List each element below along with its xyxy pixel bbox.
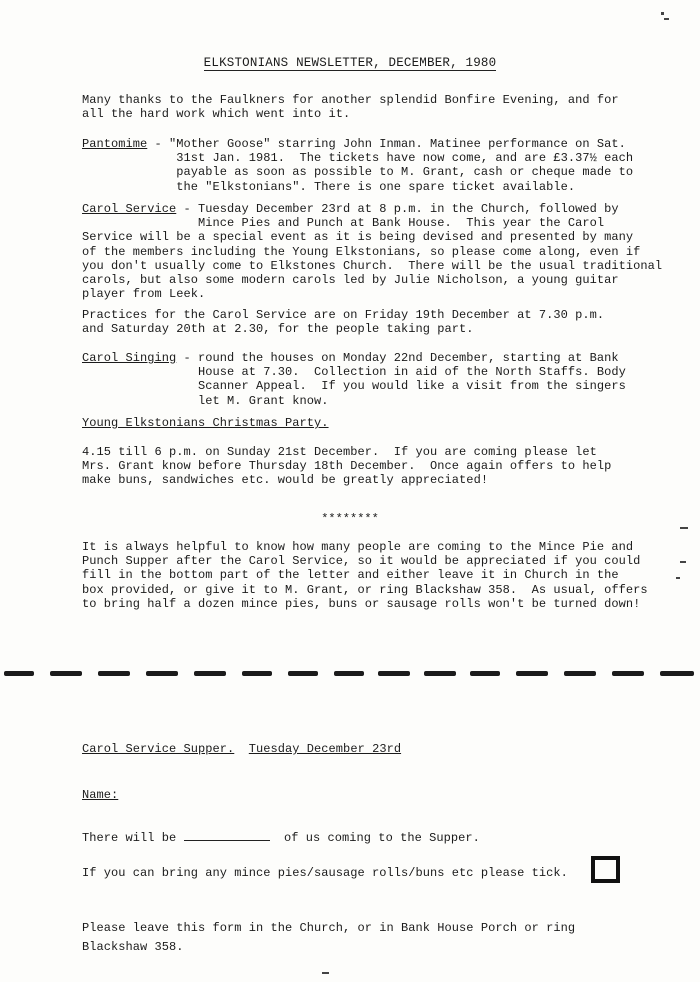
form-tick-line: If you can bring any mince pies/sausage rolls/buns etc please tick. bbox=[82, 866, 568, 880]
dash bbox=[378, 671, 410, 676]
dash bbox=[50, 671, 82, 676]
scan-speck bbox=[664, 18, 669, 20]
dash bbox=[612, 671, 644, 676]
separator-stars: ******** bbox=[321, 512, 379, 526]
tick-box[interactable] bbox=[591, 856, 620, 883]
scan-speck bbox=[676, 577, 680, 579]
carol-singing-label: Carol Singing bbox=[82, 351, 177, 365]
newsletter-title: ELKSTONIANS NEWSLETTER, DECEMBER, 1980 bbox=[203, 56, 497, 70]
dash bbox=[242, 671, 272, 676]
scan-speck bbox=[322, 972, 329, 974]
count-blank-field[interactable] bbox=[184, 829, 270, 841]
form-heading: Carol Service Supper. Tuesday December 23rd bbox=[82, 742, 402, 756]
dash bbox=[98, 671, 130, 676]
dash bbox=[194, 671, 226, 676]
scan-speck bbox=[680, 527, 688, 529]
dash bbox=[564, 671, 596, 676]
form-leave-instructions: Please leave this form in the Church, or in Bank House Porch or ring Blackshaw 358. bbox=[82, 921, 576, 954]
dash bbox=[288, 671, 318, 676]
party-heading: Young Elkstonians Christmas Party. bbox=[82, 416, 329, 430]
scan-speck bbox=[661, 12, 664, 15]
practices-paragraph: Practices for the Carol Service are on Friday 19th December at 7.30 p.m. and Saturday 20th at 2.30, for the people taking part. bbox=[82, 308, 605, 337]
carol-service-section: Carol Service - Tuesday December 23rd at 8 p.m. in the Church, followed by Mince Pies and Punch at Bank House. This year the Carol Service will be a special event as it is being devised and presented by many of the members including the Young Elkstonians, so please come along, even if you don't usually come to Elkstones Church. There will be the usual traditional carols, but also some modern carols led by Julie Nicholson, a young guitar player from Leek. bbox=[82, 202, 663, 302]
dash bbox=[334, 671, 364, 676]
carol-service-label: Carol Service bbox=[82, 202, 177, 216]
dash bbox=[516, 671, 548, 676]
dash bbox=[424, 671, 456, 676]
scan-speck bbox=[680, 561, 686, 563]
supper-note-paragraph: It is always helpful to know how many people are coming to the Mince Pie and Punch Supper after the Carol Service, so it would be appreciated if you could fill in the bottom part of the letter and either leave it in Church in the box provided, or give it to M. Grant, or ring Blackshaw 358. As usual, offers to bring half a dozen mince pies, buns or sausage rolls won't be turned down! bbox=[82, 540, 648, 611]
party-paragraph: 4.15 till 6 p.m. on Sunday 21st December. If you are coming please let Mrs. Grant know before Thursday 18th December. Once again offers to help make buns, sandwiches etc. would be greatly appreciated! bbox=[82, 445, 612, 488]
carol-singing-section: Carol Singing - round the houses on Monday 22nd December, starting at Bank House at 7.30. Collection in aid of the North Staffs. Body Scanner Appeal. If you would like a visit from the singers let M. Grant know. bbox=[82, 351, 626, 408]
dash bbox=[660, 671, 694, 676]
intro-paragraph: Many thanks to the Faulkners for another splendid Bonfire Evening, and for all the hard work which went into it. bbox=[82, 93, 619, 122]
form-count-line: There will be of us coming to the Supper. bbox=[82, 831, 480, 845]
pantomime-label: Pantomime bbox=[82, 137, 148, 151]
tear-off-line bbox=[0, 671, 700, 683]
dash bbox=[470, 671, 500, 676]
dash bbox=[146, 671, 178, 676]
form-date: Tuesday December 23rd bbox=[248, 742, 402, 756]
dash bbox=[4, 671, 34, 676]
form-name-label: Name: bbox=[82, 788, 119, 802]
pantomime-section: Pantomime - "Mother Goose" starring John Inman. Matinee performance on Sat. 31st Jan. 1981. The tickets have now come, and are £3.37½ each payable as soon as possible to M. Grant, cash or cheque made to the "Elkstonians". There is one spare ticket available. bbox=[82, 137, 634, 194]
